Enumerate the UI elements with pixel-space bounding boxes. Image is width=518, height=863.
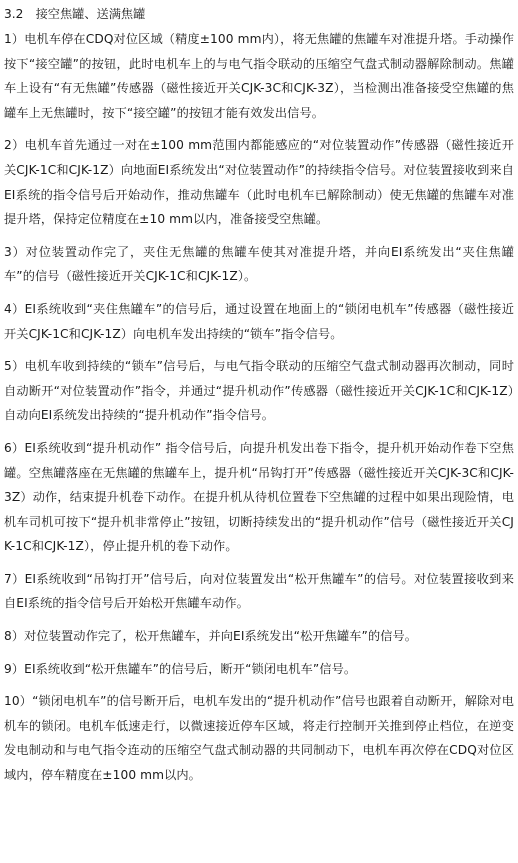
- paragraph-step-10: 10）“锁闭电机车”的信号断开后，电机车发出的“提升机动作”信号也跟着自动断开，解除对电机车的锁闭。电机车低速走行，以微速接近停车区域，将走行控制开关推到停止档位，在逆变发电制动和与电气指令连动的压缩空气盘式制动器的共同制动下，电机车再次停在CDQ对位区域内，停车精度在±100 mm以内。: [4, 694, 514, 783]
- paragraph-step-4: 4）EI系统收到“夹住焦罐车”的信号后，通过设置在地面上的“锁闭电机车”传感器（磁性接近开关CJK-1C和CJK-1Z）向电机车发出持续的“锁车”指令信号。: [4, 301, 514, 341]
- paragraph-step-3: 3）对位装置动作完了，夹住无焦罐的焦罐车使其对准提升塔，并向EI系统发出“夹住焦罐车”的信号（磁性接近开关CJK-1C和CJK-1Z）。: [4, 244, 514, 284]
- section-heading: 3.2 接空焦罐、送满焦罐: [4, 7, 146, 21]
- paragraph-step-9: 9）EI系统收到“松开焦罐车”的信号后，断开“锁闭电机车”信号。: [4, 661, 357, 676]
- paragraph-step-1: 1）电机车停在CDQ对位区域（精度±100 mm内），将无焦罐的焦罐车对准提升塔。手动操作按下“接空罐”的按钮，此时电机车上的与电气指令联动的压缩空气盘式制动器解除制动。焦罐车上设有“有无焦罐”传感器（磁性接近开关CJK-3C和CJK-3Z），当检测出准备接受空焦罐的焦罐车上无焦罐时，按下“接空罐”的按钮才能有效发出信号。: [4, 32, 514, 120]
- paragraph-step-5: 5）电机车收到持续的“锁车”信号后，与电气指令联动的压缩空气盘式制动器再次制动，同时自动断开“对位装置动作”指令，并通过“提升机动作”传感器（磁性接近开关CJK-1C和CJK-1Z）自动向EI系统发出持续的“提升机动作”指令信号。: [4, 359, 514, 423]
- paragraph-step-8: 8）对位装置动作完了，松开焦罐车，并向EI系统发出“松开焦罐车”的信号。: [4, 629, 418, 644]
- paragraph-step-2: 2）电机车首先通过一对在±100 mm范围内都能感应的“对位装置动作”传感器（磁性接近开关CJK-1C和CJK-1Z）向地面EI系统发出“对位装置动作”的持续指令信号。对位装置接收到来自EI系统的指令信号后开始动作，推动焦罐车（此时电机车已解除制动）使无焦罐的焦罐车对准提升塔，保持定位精度在±10 mm以内，准备接受空焦罐。: [4, 138, 514, 227]
- paragraph-step-7: 7）EI系统收到“吊钩打开”信号后，向对位装置发出“松开焦罐车”的信号。对位装置接收到来自EI系统的指令信号后开始松开焦罐车动作。: [4, 571, 514, 611]
- paragraph-step-6: 6）EI系统收到“提升机动作” 指令信号后，向提升机发出卷下指令，提升机开始动作卷下空焦罐。空焦罐落座在无焦罐的焦罐车上，提升机“吊钩打开”传感器（磁性接近开关CJK-3C和CJK-3Z）动作，结束提升机卷下动作。在提升机从待机位置卷下空焦罐的过程中如果出现险情，电机车司机可按下“提升机非常停止”按钮，切断持续发出的“提升机动作”信号（磁性接近开关CJK-1C和CJK-1Z），停止提升机的卷下动作。: [4, 440, 514, 554]
